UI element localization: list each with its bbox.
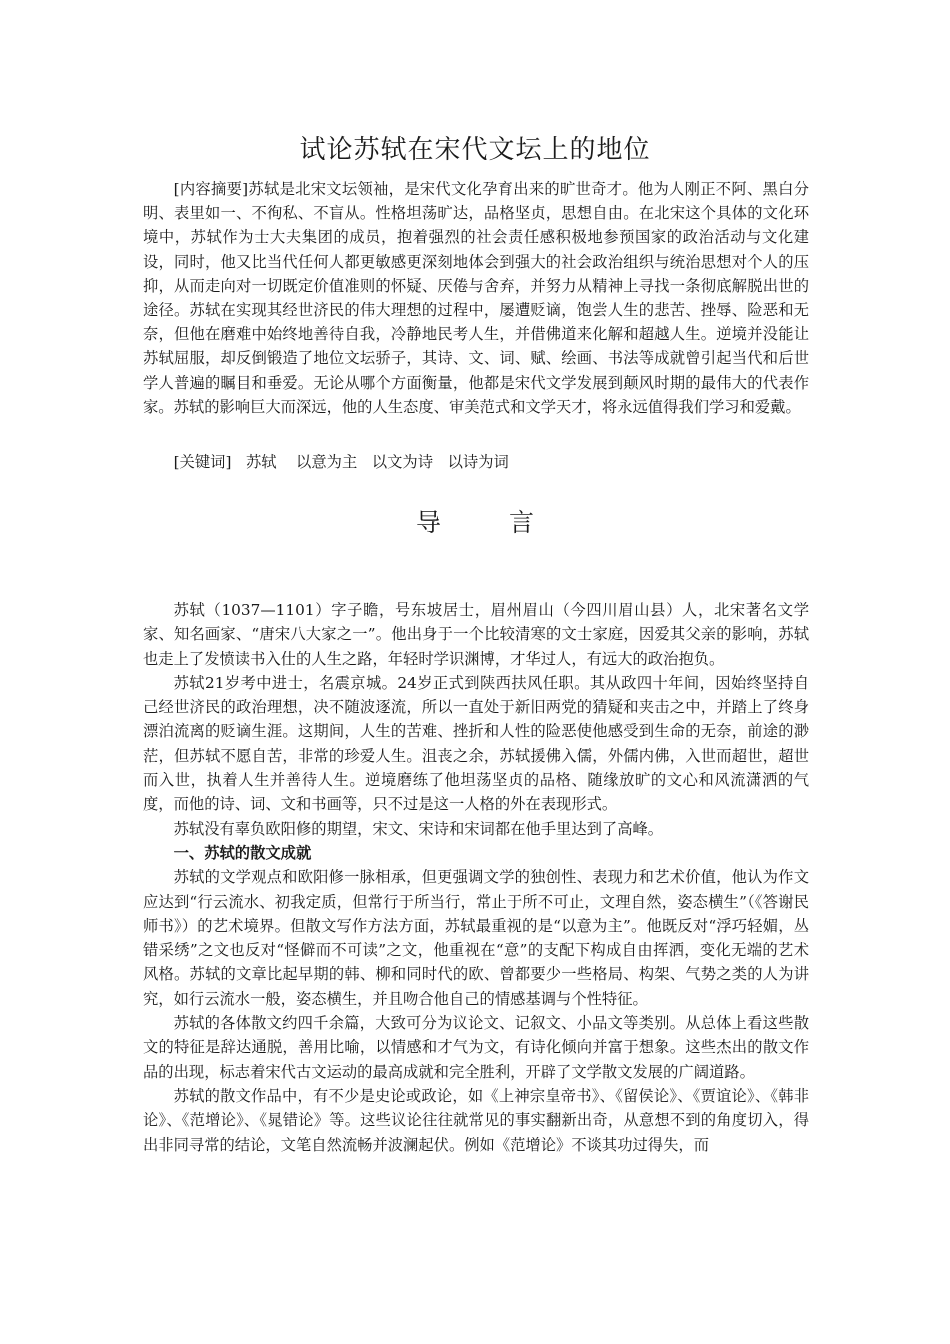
paragraph: 苏轼的各体散文约四千余篇，大致可分为议论文、记叙文、小品文等类别。从总体上看这些散文的特征是辞达通脱，善用比喻，以情感和才气为文，有诗化倾向并富于想象。这些杰出的散文作品的出现，标志着宋代古文运动的最高成就和完全胜利，开辟了文学散文发展的广阔道路。 xyxy=(143,1014,809,1081)
keywords: [关键词] 苏轼 以意为主 以文为诗 以诗为词 xyxy=(173,453,509,471)
section-heading: 一、苏轼的散文成就 xyxy=(173,843,312,862)
page-title: 试论苏轼在宋代文坛上的地位 xyxy=(299,135,651,165)
paragraph: 苏轼21岁考中进士，名震京城。24岁正式到陕西扶风任职。其从政四十年间，因始终坚持自己经世济民的政治理想，决不随波逐流，所以一直处于新旧两党的猜疑和夹击之中，并踏上了终身漂泊流离的贬谪生涯。这期间，人生的苦难、挫折和人性的险恶使他感受到生命的无奈，前途的渺茫，但苏轼不愿自苦，非常的珍爱人生。沮丧之余，苏轼援佛入儒，外儒内佛，入世而超世，超世而入世，执着人生并善待人生。逆境磨练了他坦荡坚贞的品格、随缘放旷的文心和风流潇洒的气度，而他的诗、词、文和书画等，只不过是这一人格的外在表现形式。 xyxy=(143,673,809,814)
abstract: [内容摘要]苏轼是北宋文坛领袖，是宋代文化孕育出来的旷世奇才。他为人刚正不阿、黑白分明、表里如一、不徇私、不盲从。性格坦荡旷达，品格坚贞，思想自由。在北宋这个具体的文化环境中，苏轼作为士大夫集团的成员，抱着强烈的社会责任感积极地参预国家的政治活动与文化建设，同时，他又比当代任何人都更敏感更深刻地体会到强大的社会政治组织与统治思想对个人的压抑，从而走向对一切既定价值准则的怀疑、厌倦与舍弃，并努力从精神上寻找一条彻底解脱出世的途径。苏轼在实现其经世济民的伟大理想的过程中，屡遭贬谪，饱尝人生的悲苦、挫辱、险恶和无奈，但他在磨难中始终地善待自我，冷静地民考人生，并借佛道来化解和超越人生。逆境并没能让苏轼屈服，却反倒锻造了地位文坛骄子，其诗、文、词、赋、绘画、书法等成就曾引起当代和后世学人普遍的瞩目和垂爱。无论从哪个方面衡量，他都是宋代文学发展到颠风时期的最伟大的代表作家。苏轼的影响巨大而深远，他的人生态度、审美范式和文学天才，将永远值得我们学习和爱戴。 xyxy=(143,180,809,416)
paragraph: 苏轼没有辜负欧阳修的期望，宋文、宋诗和宋词都在他手里达到了高峰。 xyxy=(173,819,664,838)
paragraph: 苏轼的散文作品中，有不少是史论或政论，如《上神宗皇帝书》、《留侯论》、《贾谊论》、《韩非论》、《范增论》、《晁错论》等。这些议论往往就常见的事实翻新出奇，从意想不到的角度切入，得出非同寻常的结论，文笔自然流畅并波澜起伏。例如《范增论》不谈其功过得失，而 xyxy=(143,1086,809,1154)
section-title: 导言 xyxy=(415,508,602,537)
paragraph: 苏轼的文学观点和欧阳修一脉相承，但更强调文学的独创性、表现力和艺术价值，他认为作文应达到“行云流水、初我定质，但常行于所当行，常止于所不可止，文理自然，姿态横生”（《答谢民师书》）的艺术境界。但散文写作方法方面，苏轼最重视的是“以意为主”。他既反对“浮巧轻媚，丛错采绣”之文也反对“怪僻而不可读”之文，他重视在“意”的支配下构成自由挥洒，变化无端的艺术风格。苏轼的文章比起早期的韩、柳和同时代的欧、曾都要少一些格局、构架、气势之类的人为讲究，如行云流水一般，姿态横生，并且吻合他自己的情感基调与个性特征。 xyxy=(143,868,809,1008)
paragraph: 苏轼（1037—1101）字子瞻，号东坡居士，眉州眉山（今四川眉山县）人，北宋著名文学家、知名画家、“唐宋八大家之一”。他出身于一个比较清寒的文士家庭，因爱其父亲的影响，苏轼也走上了发愤读书入仕的人生之路，年轻时学识渊博，才华过人，有远大的政治抱负。 xyxy=(143,601,809,668)
body-text xyxy=(143,598,809,1157)
